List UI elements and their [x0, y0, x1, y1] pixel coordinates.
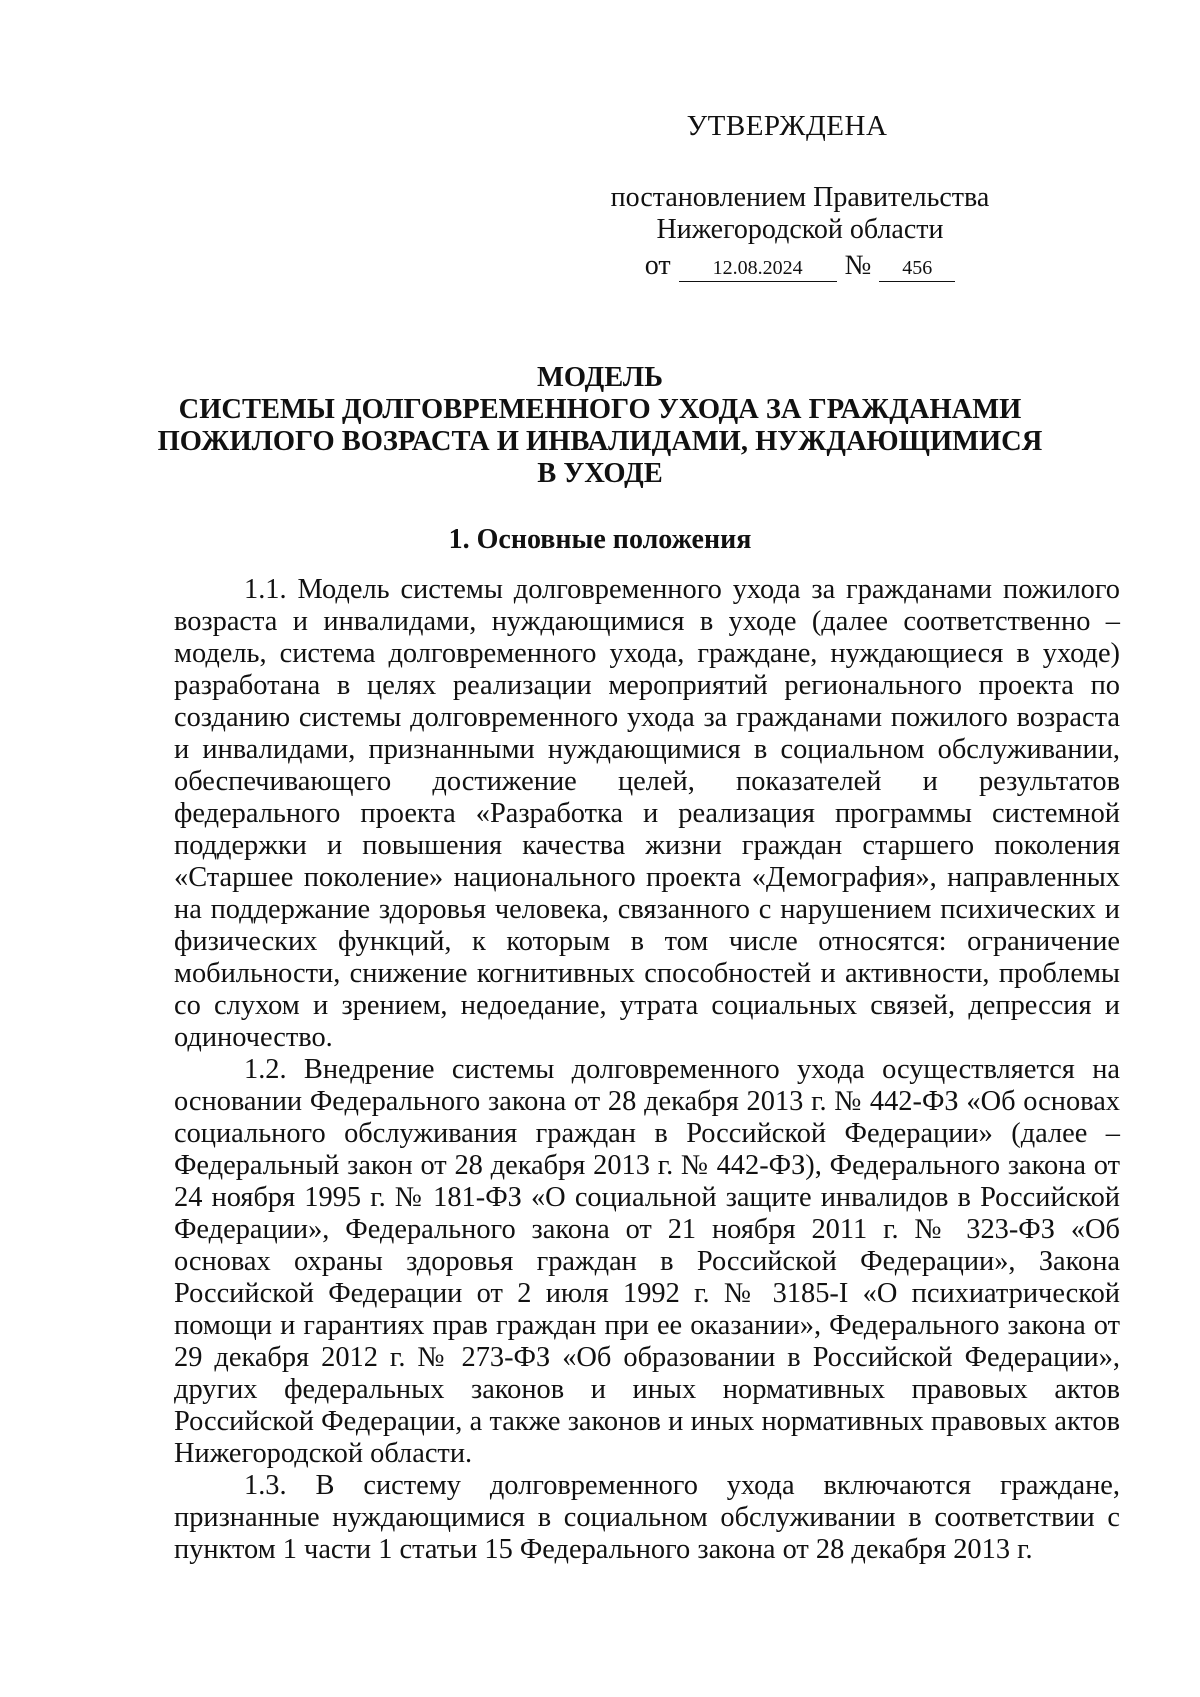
title-line: МОДЕЛЬ [537, 362, 663, 393]
document-body [174, 574, 1120, 1566]
title-line: СИСТЕМЫ ДОЛГОВРЕМЕННОГО УХОДА ЗА ГРАЖДАНАМИ [178, 394, 1022, 425]
date-prefix: от [644, 250, 671, 281]
paragraph-1-3: 1.3. В систему долговременного ухода включаются граждане, признанные нуждающимися в социальном обслуживании в соответствии с пунктом 1 части 1 статьи 15 Федерального закона от 28 декабря 2013 г. [174, 1470, 1120, 1565]
approval-date: 12.08.2024 [679, 257, 837, 282]
paragraph-1-2: 1.2. Внедрение системы долговременного ухода осуществляется на основании Федерального закона от 28 декабря 2013 г. № 442-ФЗ «Об основах социального обслуживания граждан в Российской Федерации» (далее – Федеральный закон от 28 декабря 2013 г. № 442-ФЗ), Федерального закона от 24 ноября 1995 г. № 181-ФЗ «О социальной защите инвалидов в Российской Федерации», Федерального закона от 21 ноября 2011 г. № 323-ФЗ «Об основах охраны здоровья граждан в Российской Федерации», Закона Российской Федерации от 2 июля 1992 г. № 3185-I «О психиатрической помощи и гарантиях прав граждан при ее оказании», Федерального закона от 29 декабря 2012 г. № 273-ФЗ «Об образовании в Российской Федерации», других федеральных законов и иных нормативных правовых актов Российской Федерации, а также законов и иных нормативных правовых актов Нижегородской области. [174, 1054, 1120, 1469]
approval-number: 456 [879, 257, 955, 282]
approval-issuer-line2: Нижегородской области [656, 214, 944, 245]
approval-date-line [590, 250, 1010, 282]
section-heading: 1. Основные положения [448, 524, 752, 555]
approval-stamp-title: УТВЕРЖДЕНА [686, 110, 888, 142]
approval-block [590, 110, 1010, 282]
number-prefix: № [844, 250, 872, 281]
title-line: ПОЖИЛОГО ВОЗРАСТА И ИНВАЛИДАМИ, НУЖДАЮЩИМИСЯ [157, 426, 1043, 457]
paragraph-1-1: 1.1. Модель системы долговременного ухода за гражданами пожилого возраста и инвалидами, нуждающимися в уходе (далее соответственно – модель, система долговременного ухода, граждане, нуждающиеся в уходе) разработана в целях реализации мероприятий регионального проекта по созданию системы долговременного ухода за гражданами пожилого возраста и инвалидами, признанными нуждающимися в социальном обслуживании, обеспечивающего достижение целей, показателей и результатов федерального проекта «Разработка и реализация программы системной поддержки и повышения качества жизни граждан старшего поколения «Старшее поколение» национального проекта «Демография», направленных на поддержание здоровья человека, связанного с нарушением психических и физических функций, к которым в том числе относятся: ограничение мобильности, снижение когнитивных способностей и активности, проблемы со слухом и зрением, недоедание, утрата социальных связей, депрессия и одиночество. [174, 574, 1120, 1053]
title-line: В УХОДЕ [537, 458, 663, 489]
approval-issuer-line1: постановлением Правительства [610, 182, 990, 213]
document-title [150, 362, 1050, 490]
